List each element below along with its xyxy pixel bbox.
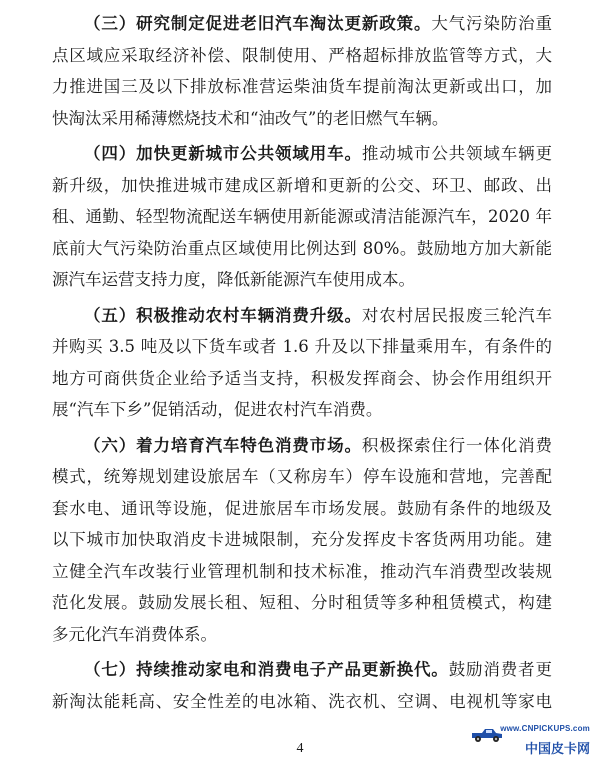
text-line <box>52 103 552 135</box>
line-text: 地方可商供货企业给予适当支持，积极发挥商会、协会作用组织开 <box>52 368 552 388</box>
line-text: 点区域应采取经济补偿、限制使用、严格超标排放监管等方式，大 <box>52 45 552 65</box>
line-text: 推动城市公共领域车辆更 <box>361 144 553 163</box>
text-line <box>52 430 552 462</box>
text-line <box>52 493 552 525</box>
text-line <box>52 8 552 40</box>
line-text: 立健全汽车改装行业管理机制和技术标准，推动汽车消费型改装规 <box>52 561 552 581</box>
line-text: 对农村居民报废三轮汽车 <box>361 305 553 325</box>
line-text: 积极探索住行一体化消费 <box>361 435 553 455</box>
text-line <box>52 300 552 332</box>
line-text: 快淘汰采用稀薄燃烧技术和“油改气”的老旧燃气车辆。 <box>52 108 449 128</box>
line-text: 源汽车运营支持力度，降低新能源汽车使用成本。 <box>52 270 415 289</box>
paragraph-3 <box>52 8 552 134</box>
text-line <box>52 654 552 686</box>
line-text: 模式，统筹规划建设旅居车（又称房车）停车设施和营地，完善配 <box>52 467 552 486</box>
text-line <box>52 138 552 170</box>
text-line <box>52 587 552 619</box>
pickup-truck-icon <box>470 726 504 744</box>
paragraph-4 <box>52 138 552 296</box>
line-text: 套水电、通讯等设施，促进旅居车市场发展。鼓励有条件的地级及 <box>52 498 552 518</box>
text-line <box>52 264 552 296</box>
text-line <box>52 363 552 395</box>
text-line <box>52 556 552 588</box>
document-body <box>52 8 552 721</box>
line-text: 底前大气污染防治重点区域使用比例达到 80%。鼓励地方加大新能 <box>52 238 552 258</box>
line-text: 鼓励消费者更 <box>448 660 553 679</box>
text-line <box>52 71 552 103</box>
line-text: 租、通勤、轻型物流配送车辆使用新能源或清洁能源汽车，2020 年 <box>52 207 552 226</box>
line-text: 并购买 3.5 吨及以下货车或者 1.6 升及以下排量乘用车，有条件的 <box>52 337 552 356</box>
paragraph-heading: （四）加快更新城市公共领域用车。 <box>84 144 362 163</box>
text-line <box>52 394 552 426</box>
paragraph-7 <box>52 654 552 717</box>
line-text: 大气污染防治重 <box>431 14 553 33</box>
paragraph-6 <box>52 430 552 651</box>
line-text: 新淘汰能耗高、安全性差的电冰箱、洗衣机、空调、电视机等家电 <box>52 691 552 711</box>
text-line <box>52 686 552 718</box>
paragraph-heading: （五）积极推动农村车辆消费升级。 <box>84 305 362 325</box>
paragraph-heading: （六）着力培育汽车特色消费市场。 <box>84 435 362 455</box>
watermark-name: 中国皮卡网 <box>524 742 590 757</box>
text-line <box>52 461 552 493</box>
line-text: 多元化汽车消费体系。 <box>52 624 217 644</box>
line-text: 展“汽车下乡”促销活动，促进农村汽车消费。 <box>52 400 383 419</box>
text-line <box>52 201 552 233</box>
site-watermark <box>470 724 592 764</box>
line-text: 新升级，加快推进城市建成区新增和更新的公交、环卫、邮政、出 <box>52 175 552 195</box>
text-line <box>52 40 552 72</box>
paragraph-heading: （七）持续推动家电和消费电子产品更新换代。 <box>84 660 449 679</box>
line-text: 以下城市加快取消皮卡进城限制，充分发挥皮卡客货两用功能。建 <box>52 530 552 549</box>
text-line <box>52 524 552 556</box>
paragraph-5 <box>52 300 552 426</box>
page-number: 4 <box>296 741 304 756</box>
line-text: 范化发展。鼓励发展长租、短租、分时租赁等多种租赁模式，构建 <box>52 593 552 612</box>
text-line <box>52 233 552 265</box>
text-line <box>52 170 552 202</box>
text-line <box>52 331 552 363</box>
watermark-url: www.CNPICKUPS.com <box>500 724 590 733</box>
paragraph-heading: （三）研究制定促进老旧汽车淘汰更新政策。 <box>84 14 432 33</box>
line-text: 力推进国三及以下排放标准营运柴油货车提前淘汰更新或出口，加 <box>52 77 552 96</box>
text-line <box>52 619 552 651</box>
